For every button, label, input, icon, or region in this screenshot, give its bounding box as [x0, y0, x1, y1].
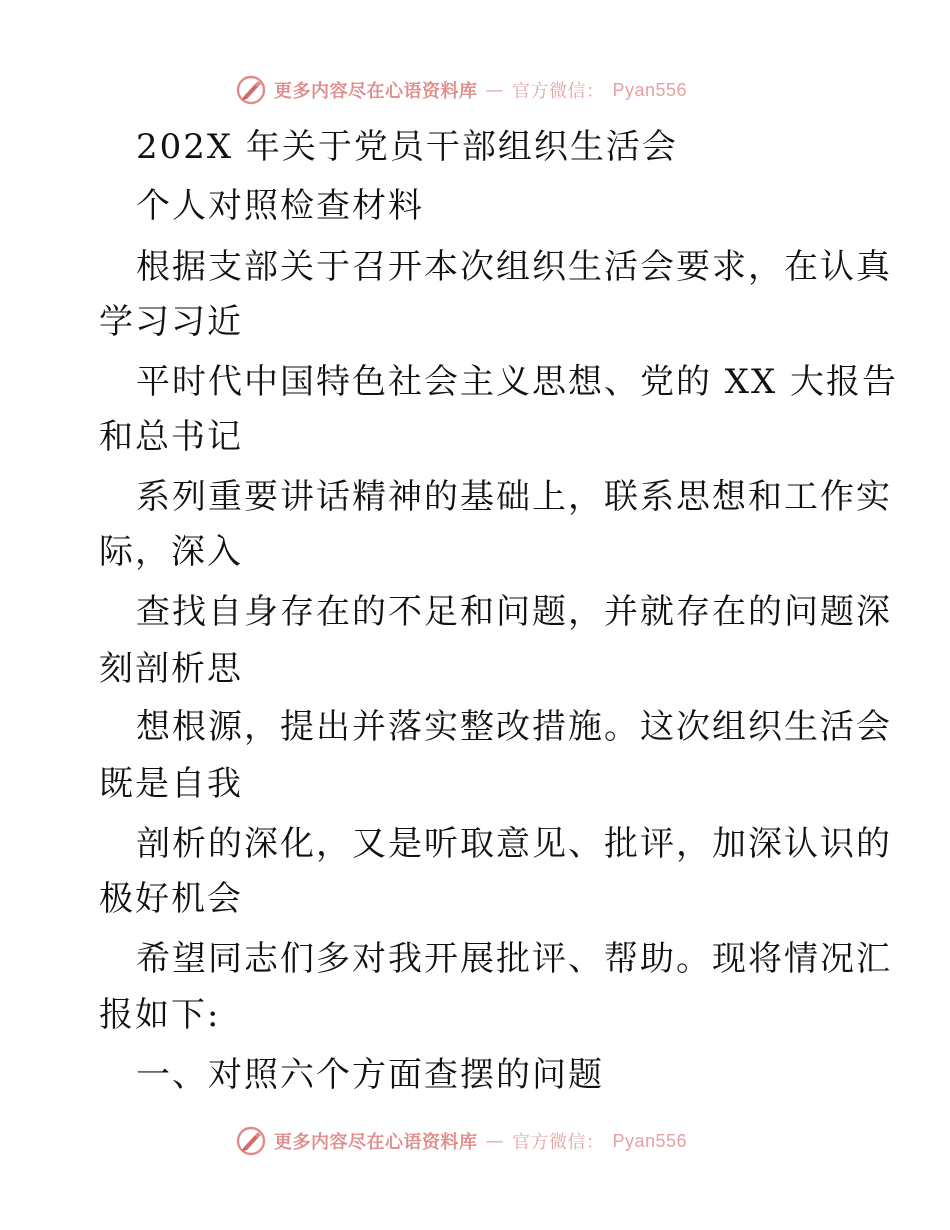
paragraph-line: 系列重要讲话精神的基础上，联系思想和工作实	[136, 477, 892, 517]
paragraph-line: 刻剖析思	[99, 649, 243, 689]
pen-logo-icon	[236, 75, 266, 105]
paragraph-line: 和总书记	[99, 417, 243, 457]
paragraph-line: 剖析的深化，又是听取意见、批评，加深认识的	[136, 824, 892, 864]
document-title-line-2: 个人对照检查材料	[136, 186, 424, 226]
header-watermark	[236, 73, 756, 107]
paragraph-line: 极好机会	[99, 879, 243, 919]
paragraph-line: 际，深入	[99, 532, 243, 572]
paragraph-line: 希望同志们多对我开展批评、帮助。现将情况汇	[136, 939, 892, 979]
section-heading: 一、对照六个方面查摆的问题	[136, 1055, 604, 1095]
paragraph-line: 既是自我	[99, 764, 243, 804]
paragraph-line: 平时代中国特色社会主义思想、党的 XX 大报告	[136, 362, 899, 402]
document-title-line-1: 202X 年关于党员干部组织生活会	[136, 127, 678, 167]
watermark-separator: —	[485, 1130, 504, 1152]
watermark-separator: —	[485, 79, 504, 101]
watermark-wechat-id: Pyan556	[612, 79, 688, 100]
pen-logo-icon	[236, 1126, 266, 1156]
paragraph-line: 查找自身存在的不足和问题，并就存在的问题深	[136, 592, 892, 632]
watermark-wechat-id: Pyan556	[612, 1130, 688, 1151]
watermark-brand: 更多内容尽在心语资料库	[274, 1132, 478, 1153]
watermark-brand: 更多内容尽在心语资料库	[274, 81, 478, 102]
paragraph-line: 根据支部关于召开本次组织生活会要求，在认真	[136, 247, 892, 287]
watermark-official-label: 官方微信：	[512, 81, 605, 102]
footer-watermark	[236, 1124, 756, 1158]
paragraph-line: 报如下:	[99, 995, 221, 1035]
paragraph-line: 想根源，提出并落实整改措施。这次组织生活会	[136, 707, 892, 747]
paragraph-line: 学习习近	[99, 302, 243, 342]
watermark-official-label: 官方微信：	[512, 1132, 605, 1153]
